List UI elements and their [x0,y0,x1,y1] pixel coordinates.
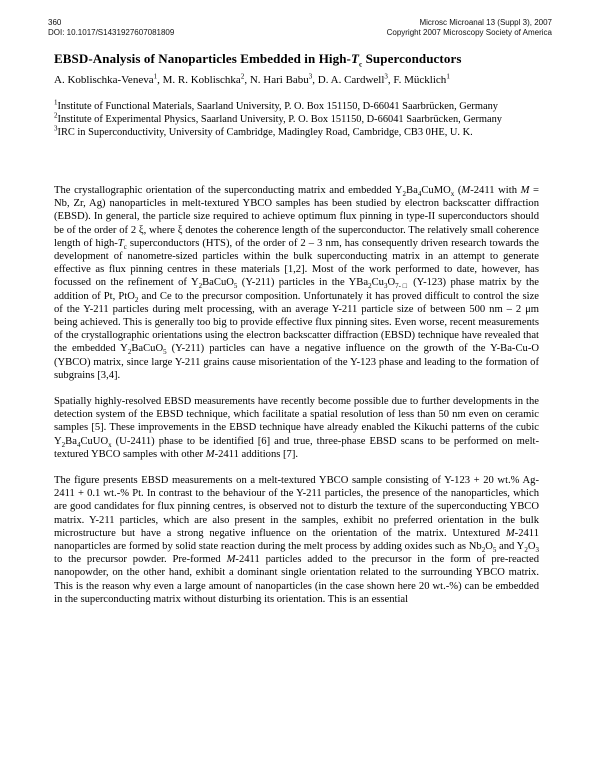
author-list: A. Koblischka-Veneva$^1$, M. R. Koblischka$^2$, N. Hari Babu$^3$, D. A. Cardwell$^3$, F. Mücklich$^1$ [54,72,450,86]
affiliation-1: $^1$Institute of Functional Materials, Saarland University, P. O. Box 151150, D-66041 Saarbrücken, Germany [54,98,498,112]
author: , D. A. Cardwell [312,74,385,86]
doi[interactable]: DOI: 10.1017/S1431927607081809 [48,28,175,37]
author: , M. R. Koblischka [157,74,241,86]
affiliation-2: $^2$Institute of Experimental Physics, Saarland University, P. O. Box 151150, D-66041 Saarbrücken, Germany [54,111,503,125]
affiliation-3: $^3$IRC in Superconductivity, University of Cambridge, Madingley Road, Cambridge, CB3 0HE, U. K. [54,124,473,138]
header-left [48,18,174,38]
author: , N. Hari Babu [244,74,309,86]
affiliations [54,100,554,139]
paper-title: EBSD-Analysis of Nanoparticles Embedded in High-$T_c$ Superconductors [54,51,462,69]
paragraph-3: The figure presents EBSD measurements on a melt-textured YBCO sample consisting of Y-123 + 20 wt.% Ag-2411 + 0.1 wt.-% Pt. In contrast to the behaviour of the Y-211 particles, the presence of the nanoparticles, which are good candidates for flux pinning centres, is observed not to disturb the texture of the superconducting YBCO matrix. Y-211 particles, which are also present in the samples, exhibit no preferred orientation in the bulk microstructure but have a strong negative influence on the orientation of the matrix. Untextured M-2411 nanoparticles are formed by solid state reaction during the melt process by adding oxides such as $Nb_2O_5$ and $Y_2O_3$ to the precursor powder. Pre-formed M-2411 particles added to the precursor in the form of pre-reacted nanopowder, on the other hand, exhibit a dominant single orientation related to the surrounding YBCO matrix. This is the reason why even a large amount of nanoparticles (in the case shown here 20 wt.-%) can be embedded in the superconducting matrix without disturbing its orientation. This is an essential [54,475,539,605]
header-right [387,18,552,38]
author: A. Koblischka-Veneva [54,74,154,86]
paragraph-1: The crystallographic orientation of the superconducting matrix and embedded $Y_2Ba_4CuMO_x$ (M-2411 with M = Nb, Zr, Ag) nanoparticles in melt-textured YBCO samples has been studied by electron backscatter diffraction (EBSD). In general, the particle size required to achieve optimum flux pinning in type-II superconductors should be of the order of 2 ξ, where ξ denotes the coherence length of the superconductor. The relatively small coherence length of high-$T_c$ superconductors (HTS), of the order of 2 – 3 nm, has consequently driven research towards the development of nanometre-sized particles within the bulk superconducting matrix in an attempt to generate effective as flux pinning centres in these materials [1,2]. Most of the work performed to date, however, has focussed on the refinement of $Y_2BaCuO_5$ (Y-211) particles in the $YBa_2Cu_3O_{7-□}$ (Y-123) phase matrix by the addition of Pt, PtO$_2$ and Ce to the precursor composition. Unfortunately it has proved difficult to control the size of the Y-211 particles during melt processing, with an average Y-211 particle size of between 500 nm – 2 μm being achieved. This is generally too big to provide effective flux pinning sites. Even worse, recent measurements of the crystallographic orientations using the electron backscatter diffraction (EBSD) technique have revealed that the embedded $Y_2BaCuO_5$ (Y-211) particles can have a negative influence on the growth of the Y-Ba-Cu-O (YBCO) matrix, since large Y-211 grains cause misorientation of the Y-123 phase and leading to the formation of subgrains [3,4]. [54,185,539,381]
author: , F. Mücklich [387,74,447,86]
copyright-notice: Copyright 2007 Microscopy Society of America [386,28,552,37]
journal-citation: Microsc Microanal 13 (Suppl 3), 2007 [419,18,552,27]
abstract-body [54,184,539,619]
page-number: 360 [48,18,62,27]
paragraph-2: Spatially highly-resolved EBSD measurements have recently become possible due to further developments in the detection system of the EBSD technique, which facilitate a spatial resolution of less than 50 nm even on ceramic samples [5]. These improvements in the EBSD technique have already enabled the Kikuchi patterns of the cubic $Y_2Ba_4CuUO_x$ (U-2411) phase to be identified [6] and true, three-phase EBSD scans to be performed on melt-textured YBCO samples with other M-2411 additions [7]. [54,396,539,460]
